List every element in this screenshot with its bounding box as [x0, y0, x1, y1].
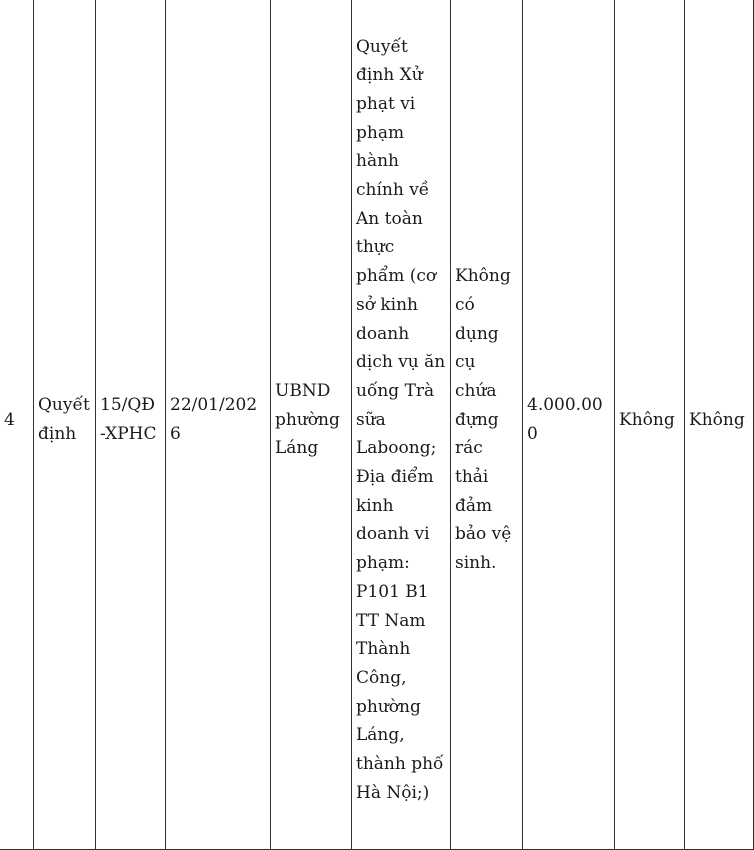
cell-stt [0, 0, 34, 850]
cell-fine-amount [523, 0, 615, 850]
fine-amount-value: 4.000.000 [527, 395, 603, 444]
cell-content [352, 0, 451, 850]
violation-value: Không có dụng cụ chứa đựng rác thải đảm bảo vệ sinh. [455, 266, 512, 574]
document-type-value: Quyết định [38, 395, 90, 444]
stt-value: 4 [4, 409, 15, 430]
decision-number-value: 15/QĐ-XPHC [100, 395, 157, 444]
remedial-measure-value: Không [689, 409, 745, 430]
cell-decision-number [96, 0, 166, 850]
cell-remedial-measure [685, 0, 754, 850]
additional-penalty-value: Không [619, 409, 675, 430]
cell-document-type [34, 0, 96, 850]
cell-violation [451, 0, 523, 850]
cell-date [166, 0, 271, 850]
cell-issuing-agency [271, 0, 352, 850]
issuing-agency-value: UBND phường Láng [275, 380, 340, 459]
date-value: 22/01/2026 [170, 395, 258, 444]
cell-additional-penalty [615, 0, 685, 850]
content-value: Quyết định Xử phạt vi phạm hành chính về An toàn thực phẩm (cơ sở kinh doanh dịch vụ ăn uống Trà sữa Laboong; Địa điểm kinh doanh vi phạm: P101 B1 TT Nam Thành Công, phường Láng, thành phố Hà Nội;) [356, 36, 446, 803]
